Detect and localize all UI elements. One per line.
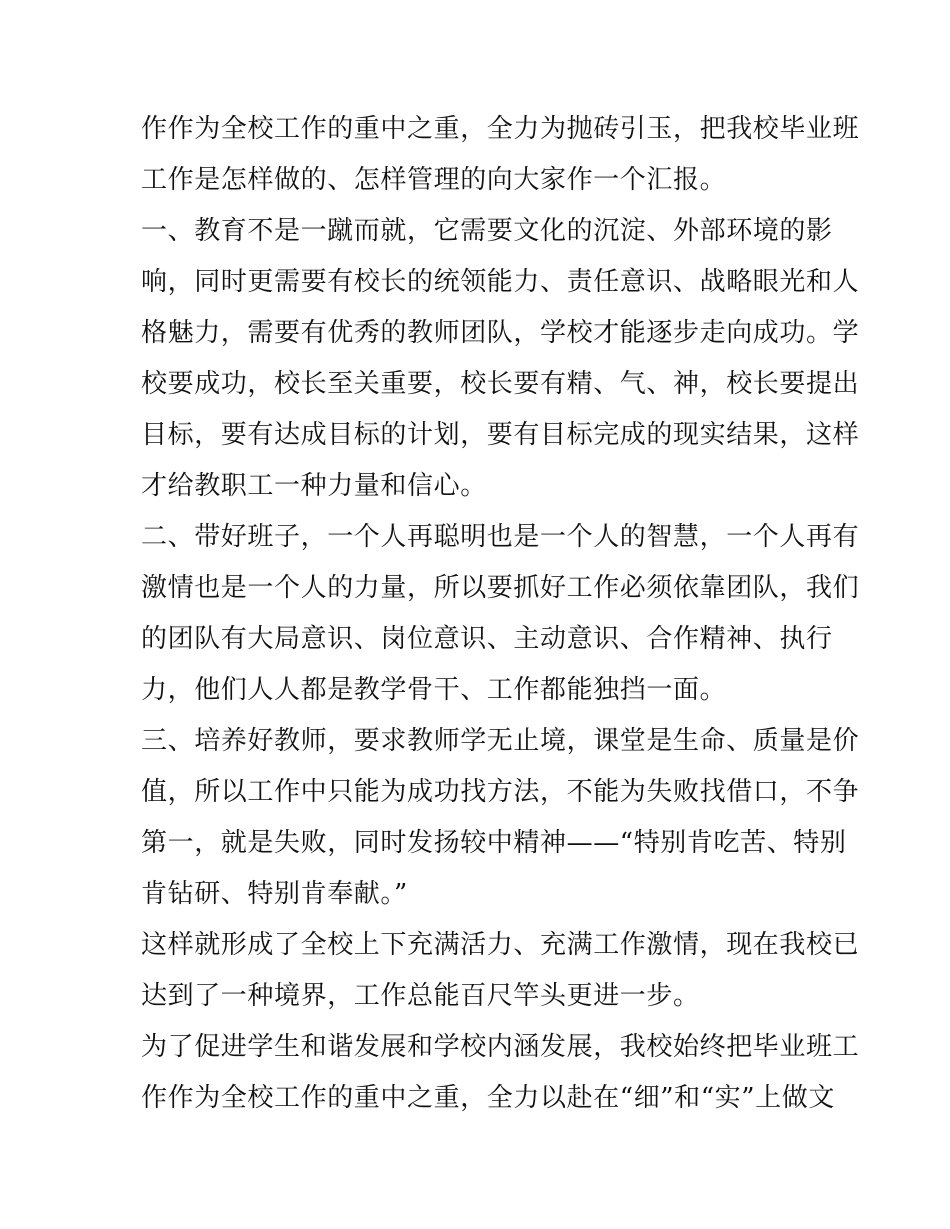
- text-line: 这样就形成了全校上下充满活力、充满工作激情，现在我校已: [141, 930, 860, 960]
- text-line: 二、带好班子，一个人再聪明也是一个人的智慧，一个人再有: [141, 522, 860, 552]
- text-line: 的团队有大局意识、岗位意识、主动意识、合作精神、执行: [141, 624, 833, 654]
- text-line: 工作是怎样做的、怎样管理的向大家作一个汇报。: [141, 165, 727, 195]
- text-line: 校要成功，校长至关重要，校长要有精、气、神，校长要提出: [141, 369, 860, 399]
- text-line: 才给教职工一种力量和信心。: [141, 471, 487, 501]
- text-line: 达到了一种境界，工作总能百尺竿头更进一步。: [141, 981, 700, 1011]
- text-line: 三、培养好教师，要求教师学无止境，课堂是生命、质量是价: [141, 726, 860, 756]
- text-line: 值，所以工作中只能为成功找方法，不能为失败找借口，不争: [141, 777, 860, 807]
- text-line: 响，同时更需要有校长的统领能力、责任意识、战略眼光和人: [141, 267, 860, 297]
- text-line: 激情也是一个人的力量，所以要抓好工作必须依靠团队，我们: [141, 573, 860, 603]
- text-line: 第一，就是失败，同时发扬较中精神——“特别肯吃苦、特别: [141, 828, 847, 858]
- text-line: 肯钻研、特别肯奉献。”: [141, 879, 408, 909]
- text-line: 力，他们人人都是教学骨干、工作都能独挡一面。: [141, 675, 727, 705]
- text-line: 一、教育不是一蹴而就，它需要文化的沉淀、外部环境的影: [141, 216, 833, 246]
- text-line: 作作为全校工作的重中之重，全力以赴在“细”和“实”上做文: [141, 1083, 835, 1113]
- text-line: 为了促进学生和谐发展和学校内涵发展，我校始终把毕业班工: [141, 1032, 860, 1062]
- text-line: 格魅力，需要有优秀的教师团队，学校才能逐步走向成功。学: [141, 318, 860, 348]
- document-body: [141, 104, 860, 1124]
- text-line: 目标，要有达成目标的计划，要有目标完成的现实结果，这样: [141, 420, 860, 450]
- text-line: 作作为全校工作的重中之重，全力为抛砖引玉，把我校毕业班: [141, 114, 860, 144]
